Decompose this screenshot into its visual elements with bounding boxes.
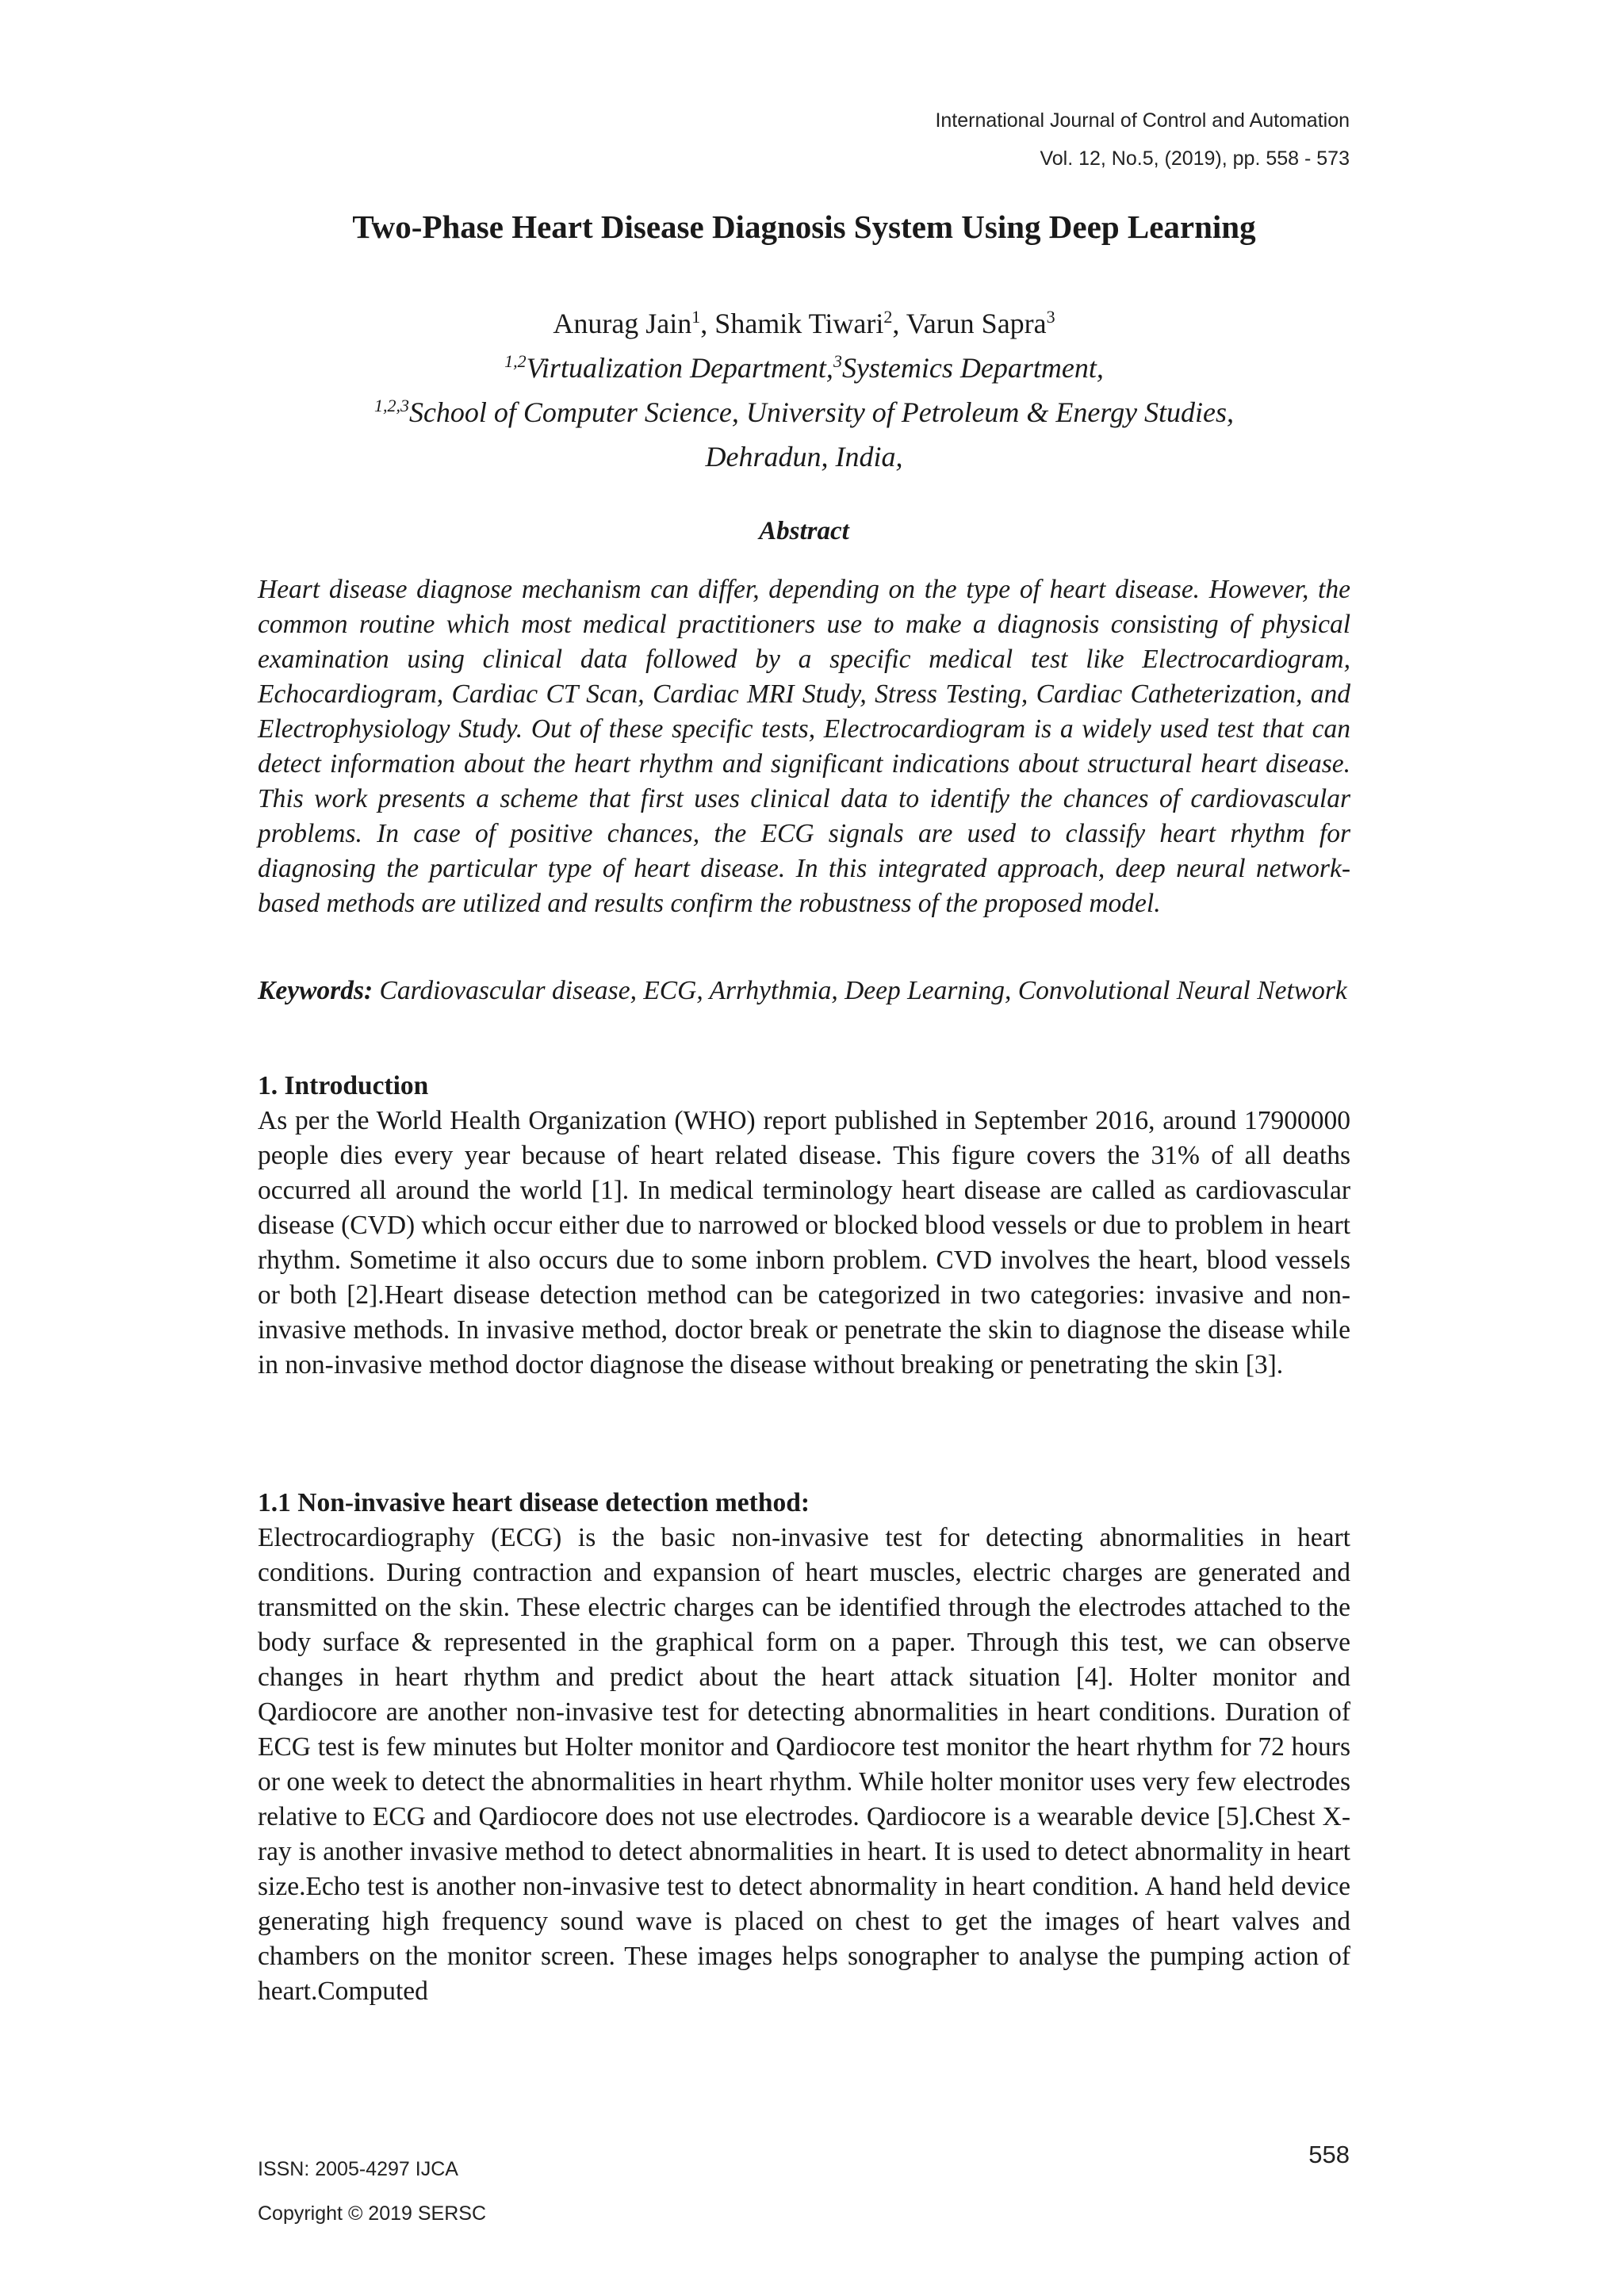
keywords [258, 974, 1350, 1008]
dept-1-marker: 1,2 [504, 351, 527, 371]
school-name: School of Computer Science, University of Petroleum & Energy Studies, [408, 396, 1235, 428]
author-block [258, 301, 1350, 479]
author-separator: , [700, 308, 715, 339]
author-1-affiliation: 1 [691, 307, 701, 327]
section-heading-introduction: 1. Introduction [258, 1071, 429, 1100]
page-number: 558 [1308, 2141, 1350, 2168]
section-heading-non-invasive: 1.1 Non-invasive heart disease detection method: [258, 1488, 810, 1517]
author-separator: , [892, 308, 906, 339]
abstract-text: Heart disease diagnose mechanism can differ, depending on the type of heart disease. However, the common routine which most medical practitioners use to make a diagnosis consisting of physical examination using clinical data followed by a specific medical test like Electrocardiogram, Echocardiogram, Cardiac CT Scan, Cardiac MRI Study, Stress Testing, Cardiac Catheterization, and Electrophysiology Study. Out of these specific tests, Electrocardiogram is a widely used test that can detect information about the heart rhythm and significant indications about structural heart disease. This work presents a scheme that first uses clinical data to identify the chances of cardiovascular problems. In case of positive chances, the ECG signals are used to classify heart rhythm for diagnosing the particular type of heart disease. In this integrated approach, deep neural network-based methods are utilized and results confirm the robustness of the proposed model. [258, 575, 1350, 918]
dept-2: Systemics Department, [841, 352, 1104, 384]
author-1: Anurag Jain [553, 308, 692, 339]
author-names [258, 301, 1350, 346]
journal-name: International Journal of Control and Automation [935, 109, 1350, 132]
keywords-list: Cardiovascular disease, ECG, Arrhythmia, Deep Learning, Convolutional Neural Network [373, 976, 1347, 1005]
volume-info: Vol. 12, No.5, (2019), pp. 558 - 573 [1040, 147, 1350, 170]
copyright: Copyright © 2019 SERSC [258, 2202, 487, 2225]
footer [258, 2147, 486, 2236]
author-3: Varun Sapra [906, 308, 1047, 339]
introduction-paragraph: As per the World Health Organization (WHO) report published in September 2016, around 17900000 people dies every year because of heart related disease. This figure covers the 31% of all deaths occurred all around the world [1]. In medical terminology heart disease are called as cardiovascular disease (CVD) which occur either due to narrowed or blocked blood vessels or due to problem in heart rhythm. Sometime it also occurs due to some inborn problem. CVD involves the heart, blood vessels or both [2].Heart disease detection method can be categorized in two categories: invasive and non-invasive methods. In invasive method, doctor break or penetrate the skin to diagnose the disease while in non-invasive method doctor diagnose the disease without breaking or penetrating the skin [3]. [258, 1106, 1350, 1380]
paper-title: Two-Phase Heart Disease Diagnosis System Using Deep Learning [352, 209, 1256, 245]
dept-2-marker: 3 [833, 351, 842, 371]
department-line [258, 346, 1350, 390]
author-2-affiliation: 2 [883, 307, 893, 327]
author-2: Shamik Tiwari [714, 308, 884, 339]
issn: ISSN: 2005-4297 IJCA [258, 2158, 458, 2180]
main-column [258, 0, 1350, 2296]
abstract-heading: Abstract [759, 517, 849, 545]
author-3-affiliation: 3 [1046, 307, 1055, 327]
dept-1: Virtualization Department, [526, 352, 833, 384]
location-line: Dehradun, India, [705, 441, 903, 473]
school-marker: 1,2,3 [373, 396, 409, 415]
school-line [258, 390, 1350, 434]
non-invasive-paragraph: Electrocardiography (ECG) is the basic non-invasive test for detecting abnormalities in heart conditions. During contraction and expansion of heart muscles, electric charges are generated and transmitted on the skin. These electric charges can be identified through the electrodes attached to the body surface & represented in the graphical form on a paper. Through this test, we can observe changes in heart rhythm and predict about the heart attack situation [4]. Holter monitor and Qardiocore are another non-invasive test for detecting abnormalities in heart conditions. Duration of ECG test is few minutes but Holter monitor and Qardiocore test monitor the heart rhythm for 72 hours or one week to detect the abnormalities in heart rhythm. While holter monitor uses very few electrodes relative to ECG and Qardiocore does not use electrodes. Qardiocore is a wearable device [5].Chest X-ray is another invasive method to detect abnormalities in heart. It is used to detect abnormality in heart size.Echo test is another non-invasive test to detect abnormality in heart condition. A hand held device generating high frequency sound wave is placed on chest to get the images of heart valves and chambers on the monitor screen. These images helps sonographer to analyse the pumping action of heart.Computed [258, 1523, 1350, 2006]
keywords-label: Keywords: [258, 976, 373, 1005]
